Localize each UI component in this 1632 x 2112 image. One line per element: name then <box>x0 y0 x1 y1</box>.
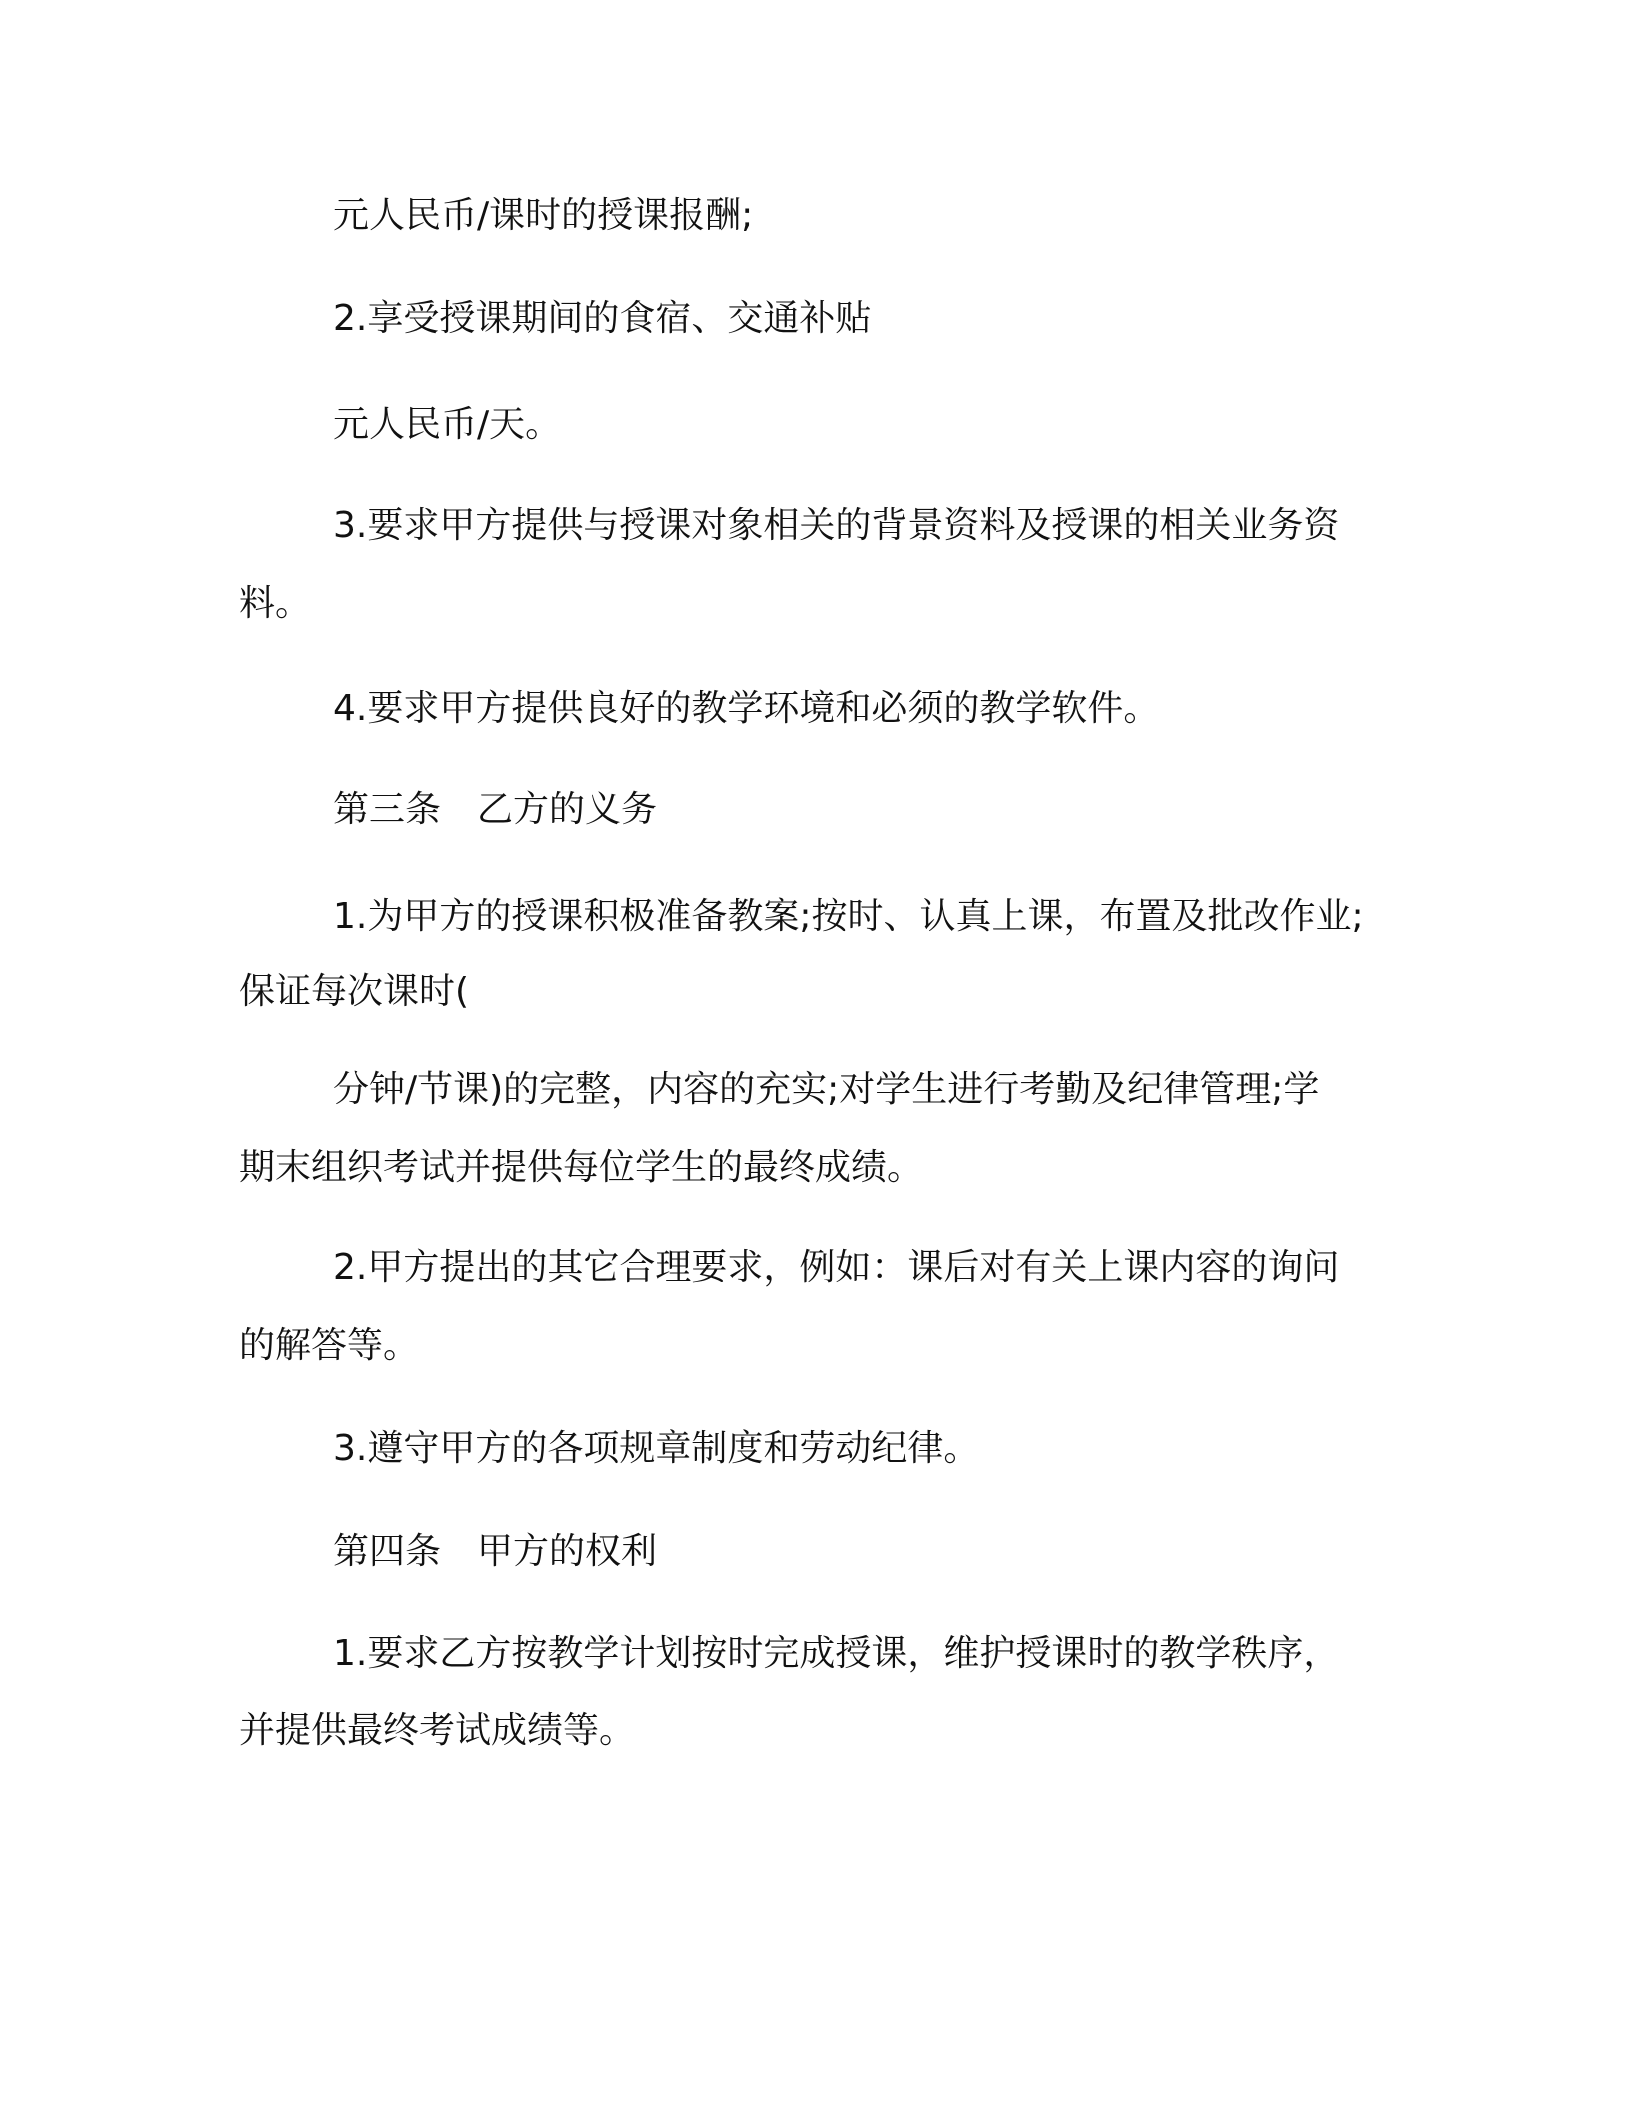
text-line: 分钟/节课)的完整，内容的充实;对学生进行考勤及纪律管理;学 <box>333 1069 1320 1110</box>
text-line: 1.要求乙方按教学计划按时完成授课，维护授课时的教学秩序， <box>333 1633 1340 1674</box>
text-line: 元人民币/课时的授课报酬; <box>333 195 754 236</box>
text-line: 元人民币/天。 <box>333 404 562 445</box>
text-line: 2.甲方提出的其它合理要求，例如：课后对有关上课内容的询问 <box>333 1247 1340 1288</box>
text-line: 期末组织考试并提供每位学生的最终成绩。 <box>239 1147 924 1188</box>
text-line: 4.要求甲方提供良好的教学环境和必须的教学软件。 <box>333 688 1160 729</box>
text-line: 并提供最终考试成绩等。 <box>239 1710 636 1751</box>
section-heading: 第四条 甲方的权利 <box>333 1531 658 1572</box>
text-line: 3.要求甲方提供与授课对象相关的背景资料及授课的相关业务资 <box>333 505 1340 546</box>
text-line: 2.享受授课期间的食宿、交通补贴 <box>333 298 872 339</box>
text-line: 1.为甲方的授课积极准备教案;按时、认真上课，布置及批改作业; <box>333 896 1364 937</box>
text-line: 的解答等。 <box>239 1325 420 1366</box>
text-line: 保证每次课时( <box>239 971 470 1012</box>
section-heading: 第三条 乙方的义务 <box>333 789 658 830</box>
text-line: 3.遵守甲方的各项规章制度和劳动纪律。 <box>333 1428 980 1469</box>
text-line: 料。 <box>239 583 312 624</box>
